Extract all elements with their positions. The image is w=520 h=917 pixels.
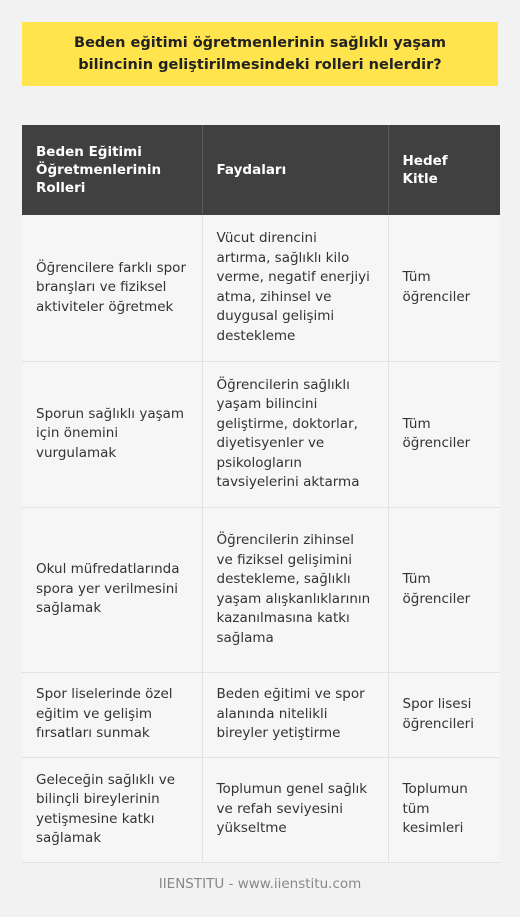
header-target-audience: Hedef Kitle	[388, 125, 500, 215]
header-benefits: Faydaları	[202, 125, 388, 215]
role-cell: Spor liselerinde özel eğitim ve gelişim fırsatları sunmak	[22, 672, 202, 757]
header-roles: Beden Eğitimi Öğretmenlerinin Rolleri	[22, 125, 202, 215]
benefit-cell: Öğrencilerin sağlıklı yaşam bilincini geliştirme, doktorlar, diyetisyenler ve psikologların tavsiyelerini aktarma	[202, 361, 388, 507]
audience-cell: Spor lisesi öğrencileri	[388, 672, 500, 757]
role-cell: Sporun sağlıklı yaşam için önemini vurgulamak	[22, 361, 202, 507]
audience-cell: Tüm öğrenciler	[388, 215, 500, 361]
audience-cell: Tüm öğrenciler	[388, 361, 500, 507]
benefit-cell: Öğrencilerin zihinsel ve fiziksel gelişimini destekleme, sağlıklı yaşam alışkanlıklarının kazanılmasına katkı sağlama	[202, 507, 388, 672]
benefit-cell: Beden eğitimi ve spor alanında nitelikli bireyler yetiştirme	[202, 672, 388, 757]
table-header-row	[22, 125, 500, 215]
role-cell: Geleceğin sağlıklı ve bilinçli bireylerinin yetişmesine katkı sağlamak	[22, 757, 202, 862]
role-cell: Okul müfredatlarında spora yer verilmesini sağlamak	[22, 507, 202, 672]
benefit-cell: Toplumun genel sağlık ve refah seviyesini yükseltme	[202, 757, 388, 862]
question-title: Beden eğitimi öğretmenlerinin sağlıklı yaşam bilincinin geliştirilmesindeki rolleri nelerdir?	[74, 35, 446, 73]
table-row	[22, 672, 500, 757]
footer-credit: IIENSTITU - www.iienstitu.com	[158, 876, 362, 892]
audience-cell: Toplumun tüm kesimleri	[388, 757, 500, 862]
roles-table	[22, 125, 500, 863]
benefit-cell: Vücut direncini artırma, sağlıklı kilo verme, negatif enerjiyi atma, zihinsel ve duygusal gelişimi destekleme	[202, 215, 388, 361]
table-row	[22, 361, 500, 507]
audience-cell: Tüm öğrenciler	[388, 507, 500, 672]
role-cell: Öğrencilere farklı spor branşları ve fiziksel aktiviteler öğretmek	[22, 215, 202, 361]
table-row	[22, 215, 500, 361]
question-title-box	[22, 22, 498, 86]
table-row	[22, 507, 500, 672]
table-row	[22, 757, 500, 862]
